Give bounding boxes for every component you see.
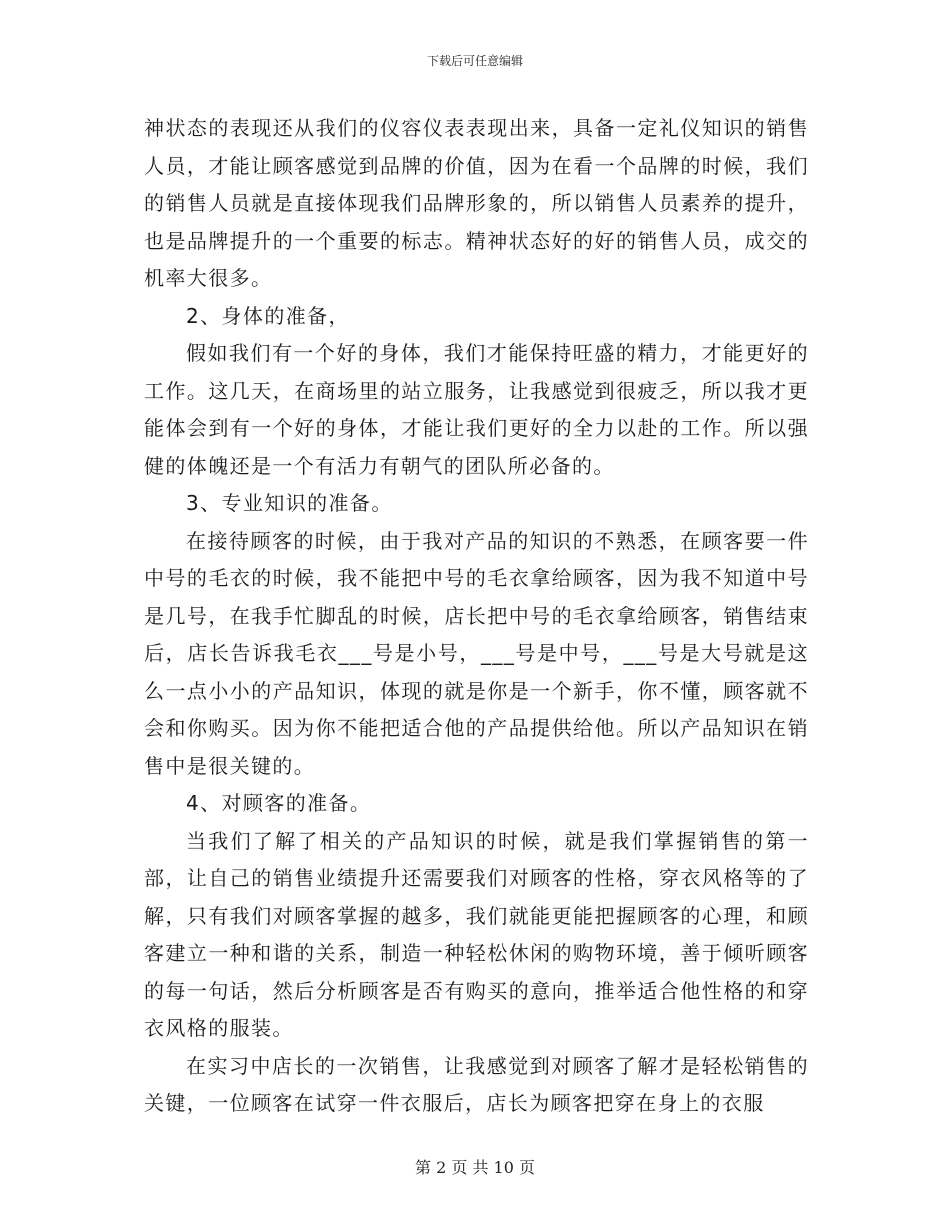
page-header: 下载后可任意编辑 bbox=[426, 54, 523, 68]
page-footer: 第 2 页 共 10 页 bbox=[415, 1158, 535, 1177]
section-heading-knowledge-preparation: 3、专业知识的准备。 bbox=[186, 491, 393, 515]
paragraph-customer-preparation: 当我们了解了相关的产品知识的时候，就是我们掌握销售的第一部，让自己的销售业绩提升还需要我们对顾客的性格，穿衣风格等的了解，只有我们对顾客掌握的越多，我们就能更能把握顾客的心理，和顾客建立一种和谐的关系，制造一种轻松休闲的购物环境，善于倾听顾客的每一句话，然后分析顾客是否有购买的意向，推举适合他性格的和穿衣风格的服装。 bbox=[144, 828, 809, 1040]
paragraph-body-preparation: 假如我们有一个好的身体，我们才能保持旺盛的精力，才能更好的工作。这几天，在商场里的站立服务，让我感觉到很疲乏，所以我才更能体会到有一个好的身体，才能让我们更好的全力以赴的工作。所以强健的体魄还是一个有活力有朝气的团队所必备的。 bbox=[144, 341, 809, 478]
paragraph-continuation: 神状态的表现还从我们的仪容仪表表现出来，具备一定礼仪知识的销售人员，才能让顾客感觉到品牌的价值，因为在看一个品牌的时候，我们的销售人员就是直接体现我们品牌形象的，所以销售人员素养的提升，也是品牌提升的一个重要的标志。精神状态好的好的销售人员，成交的机率大很多。 bbox=[144, 116, 809, 290]
section-heading-customer-preparation: 4、对顾客的准备。 bbox=[186, 791, 372, 815]
section-heading-body-preparation: 2、身体的准备， bbox=[186, 303, 350, 328]
paragraph-internship-sale: 在实习中店长的一次销售，让我感觉到对顾客了解才是轻松销售的关键，一位顾客在试穿一件衣服后，店长为顾客把穿在身上的衣服 bbox=[144, 1053, 809, 1115]
document-body bbox=[144, 110, 809, 1123]
paragraph-knowledge-preparation: 在接待顾客的时候，由于我对产品的知识的不熟悉，在顾客要一件中号的毛衣的时候，我不能把中号的毛衣拿给顾客，因为我不知道中号是几号，在我手忙脚乱的时候，店长把中号的毛衣拿给顾客，销售结束后，店长告诉我毛衣___号是小号，___号是中号，___号是大号就是这么一点小小的产品知识，体现的就是你是一个新手，你不懂，顾客就不会和你购买。因为你不能把适合他的产品提供给他。所以产品知识在销售中是很关键的。 bbox=[144, 528, 809, 778]
